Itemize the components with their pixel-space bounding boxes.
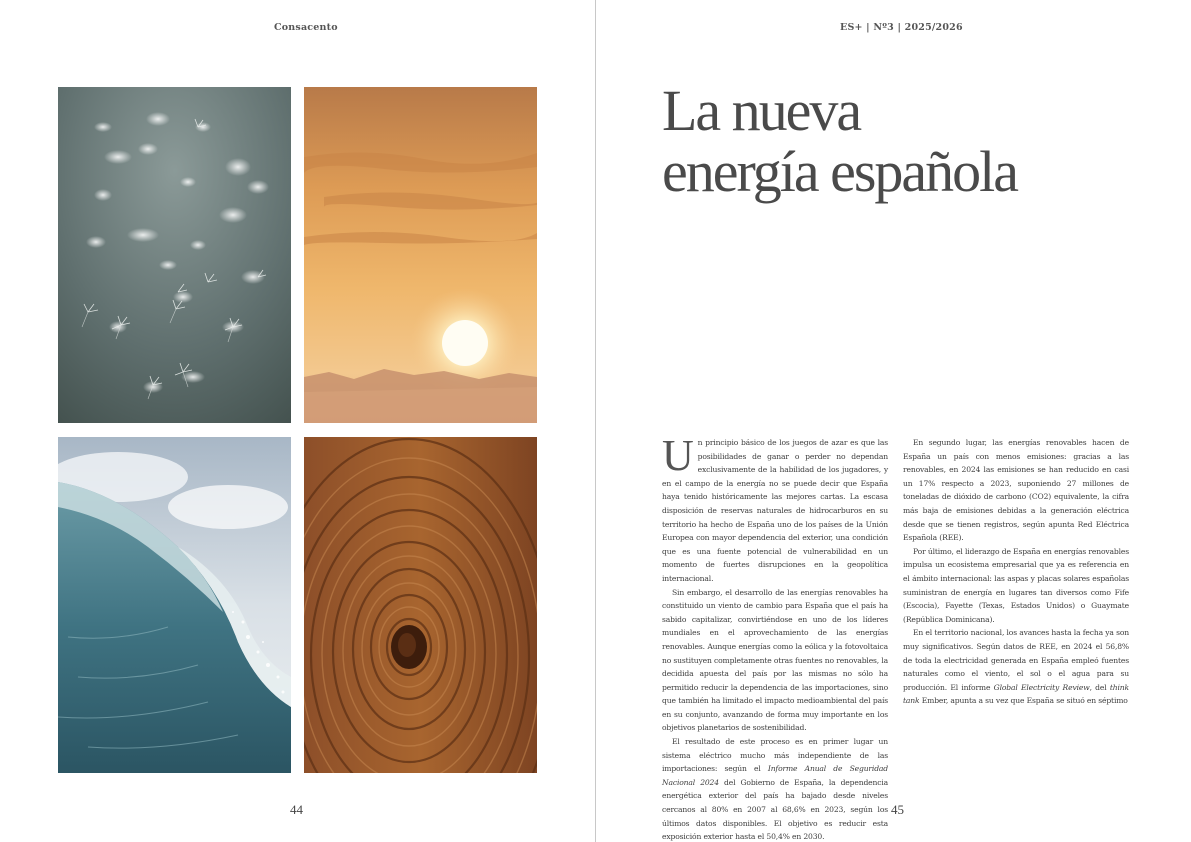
right-page [596, 0, 1191, 842]
left-page [0, 0, 595, 842]
paragraph-1: Un principio básico de los juegos de azar es que las posibilidades de ganar o perder no dependan exclusivamente de la habilidad de los jugadores, y en el campo de la energía no se puede decir que España haya tenido históricamente las mejores cartas. La escasa disposición de reservas naturales de hidrocarburos en su territorio ha hecho de España uno de los países de la Unión Europea con mayor dependencia del exterior, una condición que es una fuente potencial de vulnerabilidad en un momento de fuertes disrupciones en la geopolítica internacional. [662, 431, 888, 583]
body-column-2 [903, 436, 1129, 708]
paragraph-2: Sin embargo, el desarrollo de las energías renovables ha constituido un viento de cambio para España que el país ha sabido capitalizar, convirtiéndose en uno de los líderes mundiales en el aprovechamiento de las energías renovables. Aunque energías como la eólica y la fotovoltaica no sustituyen completamente otras fuentes no renovables, la decidida apuesta del país por las mismas no sólo ha permitido reducir la dependencia de las importaciones, sino que también ha limitado el impacto medioambiental del país en su conjunto, avanzando de forma muy importante en los objetivos planetarios de sostenibilidad. [662, 587, 888, 733]
paragraph-6: En el territorio nacional, los avances hasta la fecha ya son muy significativos. Según datos de REE, en 2024 el 56,8% de toda la electricidad generada en España empleó fuentes naturales como el viento, el sol o el agua para su producción. El informe Global Electricity Review, del think tank Ember, apunta a su vez que España se situó en séptimo [903, 628, 1129, 706]
page-number-left: 44 [290, 802, 303, 817]
article-title [662, 80, 1142, 202]
title-line-2: energía española [662, 139, 1018, 204]
paragraph-3: El resultado de este proceso es en primer lugar un sistema eléctrico mucho más independiente de las importaciones: según el Informe Anual de Seguridad Nacional 2024 del Gobierno de España, la dependencia energética exterior del país ha bajado desde niveles cercanos al 80% en 2007 al 68,6% en 2023, según los últimos datos disponibles. El objetivo es reducir esta exposición exterior hasta el 50,4% en 2030. [662, 737, 888, 842]
paragraph-5: Por último, el liderazgo de España en energías renovables impulsa un ecosistema empresarial que ya es referencia en el ámbito internacional: las aspas y placas solares españolas suministran de energía en lugares tan diversos como Fife (Escocia), Fayette (Texas, Estados Unidos) o Guaymate (República Dominicana). [903, 546, 1129, 624]
sunset-photo [304, 87, 537, 423]
page-number-right: 45 [891, 802, 904, 817]
wave-photo [58, 437, 291, 773]
running-head-left: Consacento [274, 22, 338, 33]
paragraph-4: En segundo lugar, las energías renovables hacen de España un país con menos emisiones: gracias a las renovables, en 2024 las emisiones se han reducido en casi un 17% respecto a 2023, suponiendo 27 millones de toneladas de dióxido de carbono (CO2) equivalente, la cifra más baja de emisiones debidas a la generación eléctrica desde que se tienen registros, según apunta Red Eléctrica Española (REE). [903, 438, 1129, 543]
body-column-1 [662, 431, 888, 842]
title-line-1: La nueva [662, 78, 861, 143]
wood-photo [304, 437, 537, 773]
dandelion-photo [58, 87, 291, 423]
running-head-right: ES+ | Nº3 | 2025/2026 [840, 22, 963, 33]
drop-cap: U [662, 431, 694, 480]
